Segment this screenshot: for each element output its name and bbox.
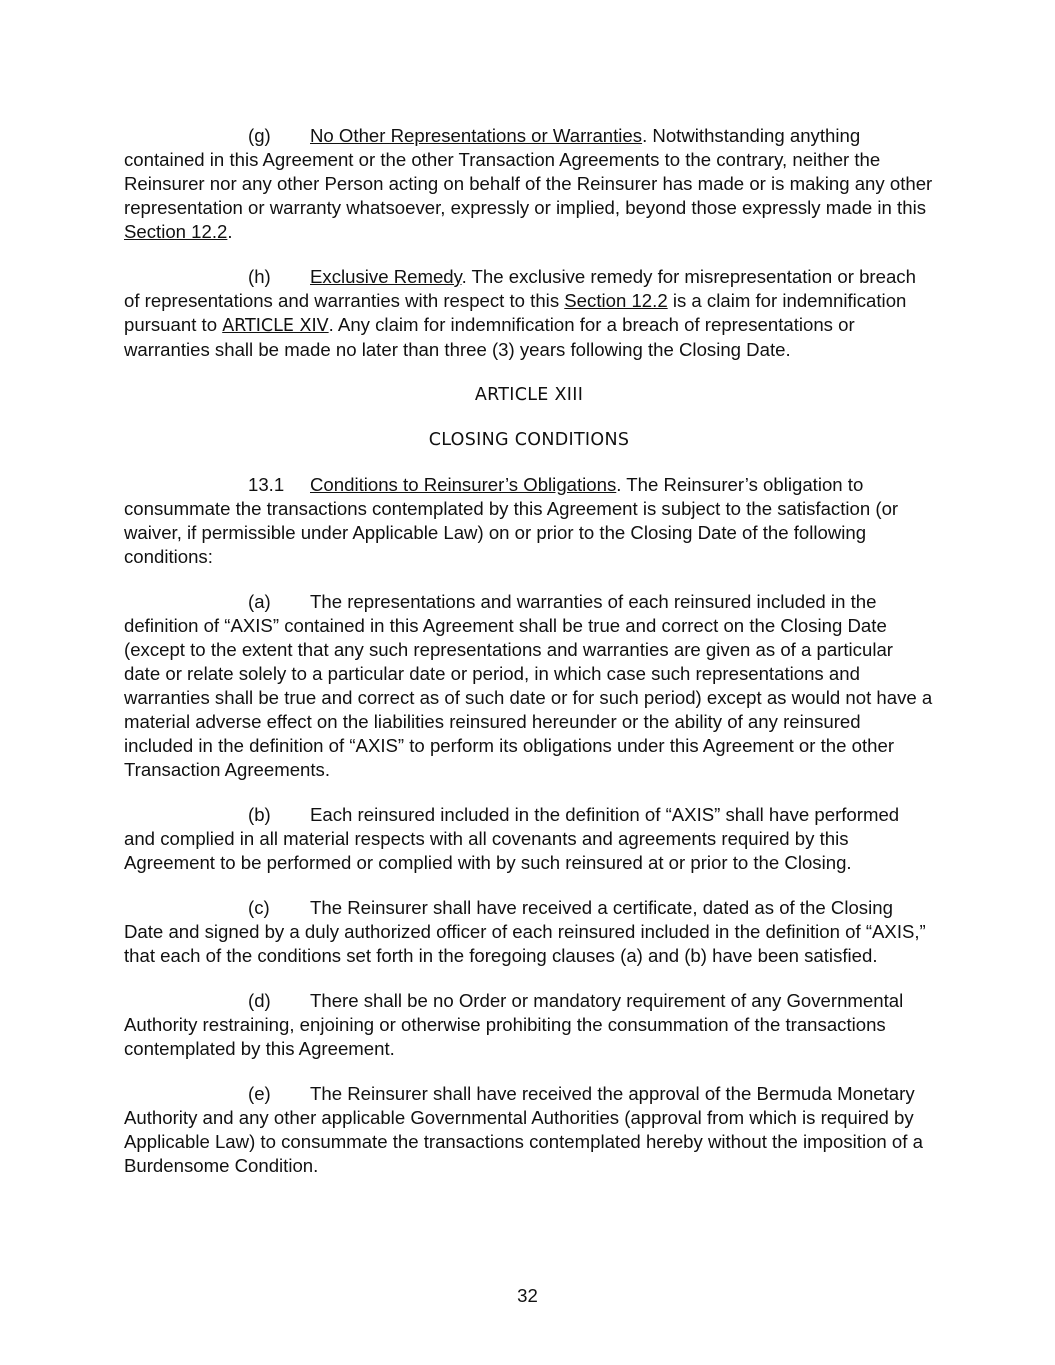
paragraph-text: is a claim for indemnification pursuant to (124, 290, 907, 335)
page-content (124, 124, 934, 1199)
paragraph-text: . Any claim for indemnification for a breach of representations or warranties shall be made no later than three (3) years following the Closing Date. (124, 314, 855, 360)
condition-c (124, 896, 934, 968)
paragraph-heading: No Other Representations or Warranties (310, 125, 643, 146)
paragraph-text: . The exclusive remedy for misrepresentation or breach of representations and warranties with respect to this (124, 266, 916, 311)
condition-text: The Reinsurer shall have received the approval of the Bermuda Monetary Authority and any other applicable Governmental Authorities (approval from which is required by Applicable Law) to consummate the transactions contemplated hereby without the imposition of a Burdensome Condition. (124, 1083, 923, 1176)
condition-text: The representations and warranties of each reinsured included in the definition of “AXIS” contained in this Agreement shall be true and correct on the Closing Date (except to the extent that any such representations and warranties are given as of a particular date or relate solely to a particular date or period, in which case such representations and warranties shall be true and correct as of such date or for such period) except as would not have a material adverse effect on the liabilities reinsured hereunder or the ability of any reinsured included in the definition of “AXIS” to perform its obligations under this Agreement or the other Transaction Agreements. (124, 591, 933, 780)
condition-marker: (d) (248, 990, 271, 1011)
section-heading: Conditions to Reinsurer’s Obligations (310, 474, 617, 495)
condition-e (124, 1082, 934, 1178)
condition-marker: (c) (248, 897, 270, 918)
condition-a (124, 590, 934, 782)
paragraph-end: . (227, 221, 233, 242)
section-13-1 (124, 473, 934, 569)
paragraph-heading: Exclusive Remedy (310, 266, 462, 287)
condition-text: The Reinsurer shall have received a certificate, dated as of the Closing Date and signed by a duly authorized officer of each reinsured included in the definition of “AXIS,” that each of the conditions set forth in the foregoing clauses (a) and (b) have been satisfied. (124, 897, 926, 966)
section-number: 13.1 (248, 474, 285, 495)
paragraph-marker: (g) (248, 125, 271, 146)
condition-marker: (b) (248, 804, 271, 825)
paragraph-marker: (h) (248, 266, 271, 287)
section-reference: Section 12.2 (564, 290, 668, 311)
condition-marker: (e) (248, 1083, 271, 1104)
section-reference: Section 12.2 (124, 221, 228, 242)
condition-d (124, 989, 934, 1061)
condition-marker: (a) (248, 591, 271, 612)
section-text: . The Reinsurer’s obligation to consummate the transactions contemplated by this Agreement is subject to the satisfaction (or waiver, if permissible under Applicable Law) on or prior to the Closing Date of the following conditions: (124, 474, 899, 567)
condition-b (124, 803, 934, 875)
paragraph-h (124, 265, 934, 362)
paragraph-g (124, 124, 934, 244)
article-reference: ARTICLE XIV (222, 316, 329, 336)
condition-text: There shall be no Order or mandatory requirement of any Governmental Authority restraining, enjoining or otherwise prohibiting the consummation of the transactions contemplated by this Agreement. (124, 990, 904, 1059)
page-number: 32 (517, 1285, 538, 1306)
condition-text: Each reinsured included in the definition of “AXIS” shall have performed and complied in all material respects with all covenants and agreements required by this Agreement to be performed or complied with by such reinsured at or prior to the Closing. (124, 804, 900, 873)
article-title: CLOSING CONDITIONS (428, 430, 630, 450)
paragraph-text: . Notwithstanding anything contained in this Agreement or the other Transaction Agreements to the contrary, neither the Reinsurer nor any other Person acting on behalf of the Reinsurer has made or is making any other representation or warranty whatsoever, expressly or implied, beyond those expressly made in this (124, 125, 933, 218)
article-number: ARTICLE XIII (474, 385, 584, 405)
